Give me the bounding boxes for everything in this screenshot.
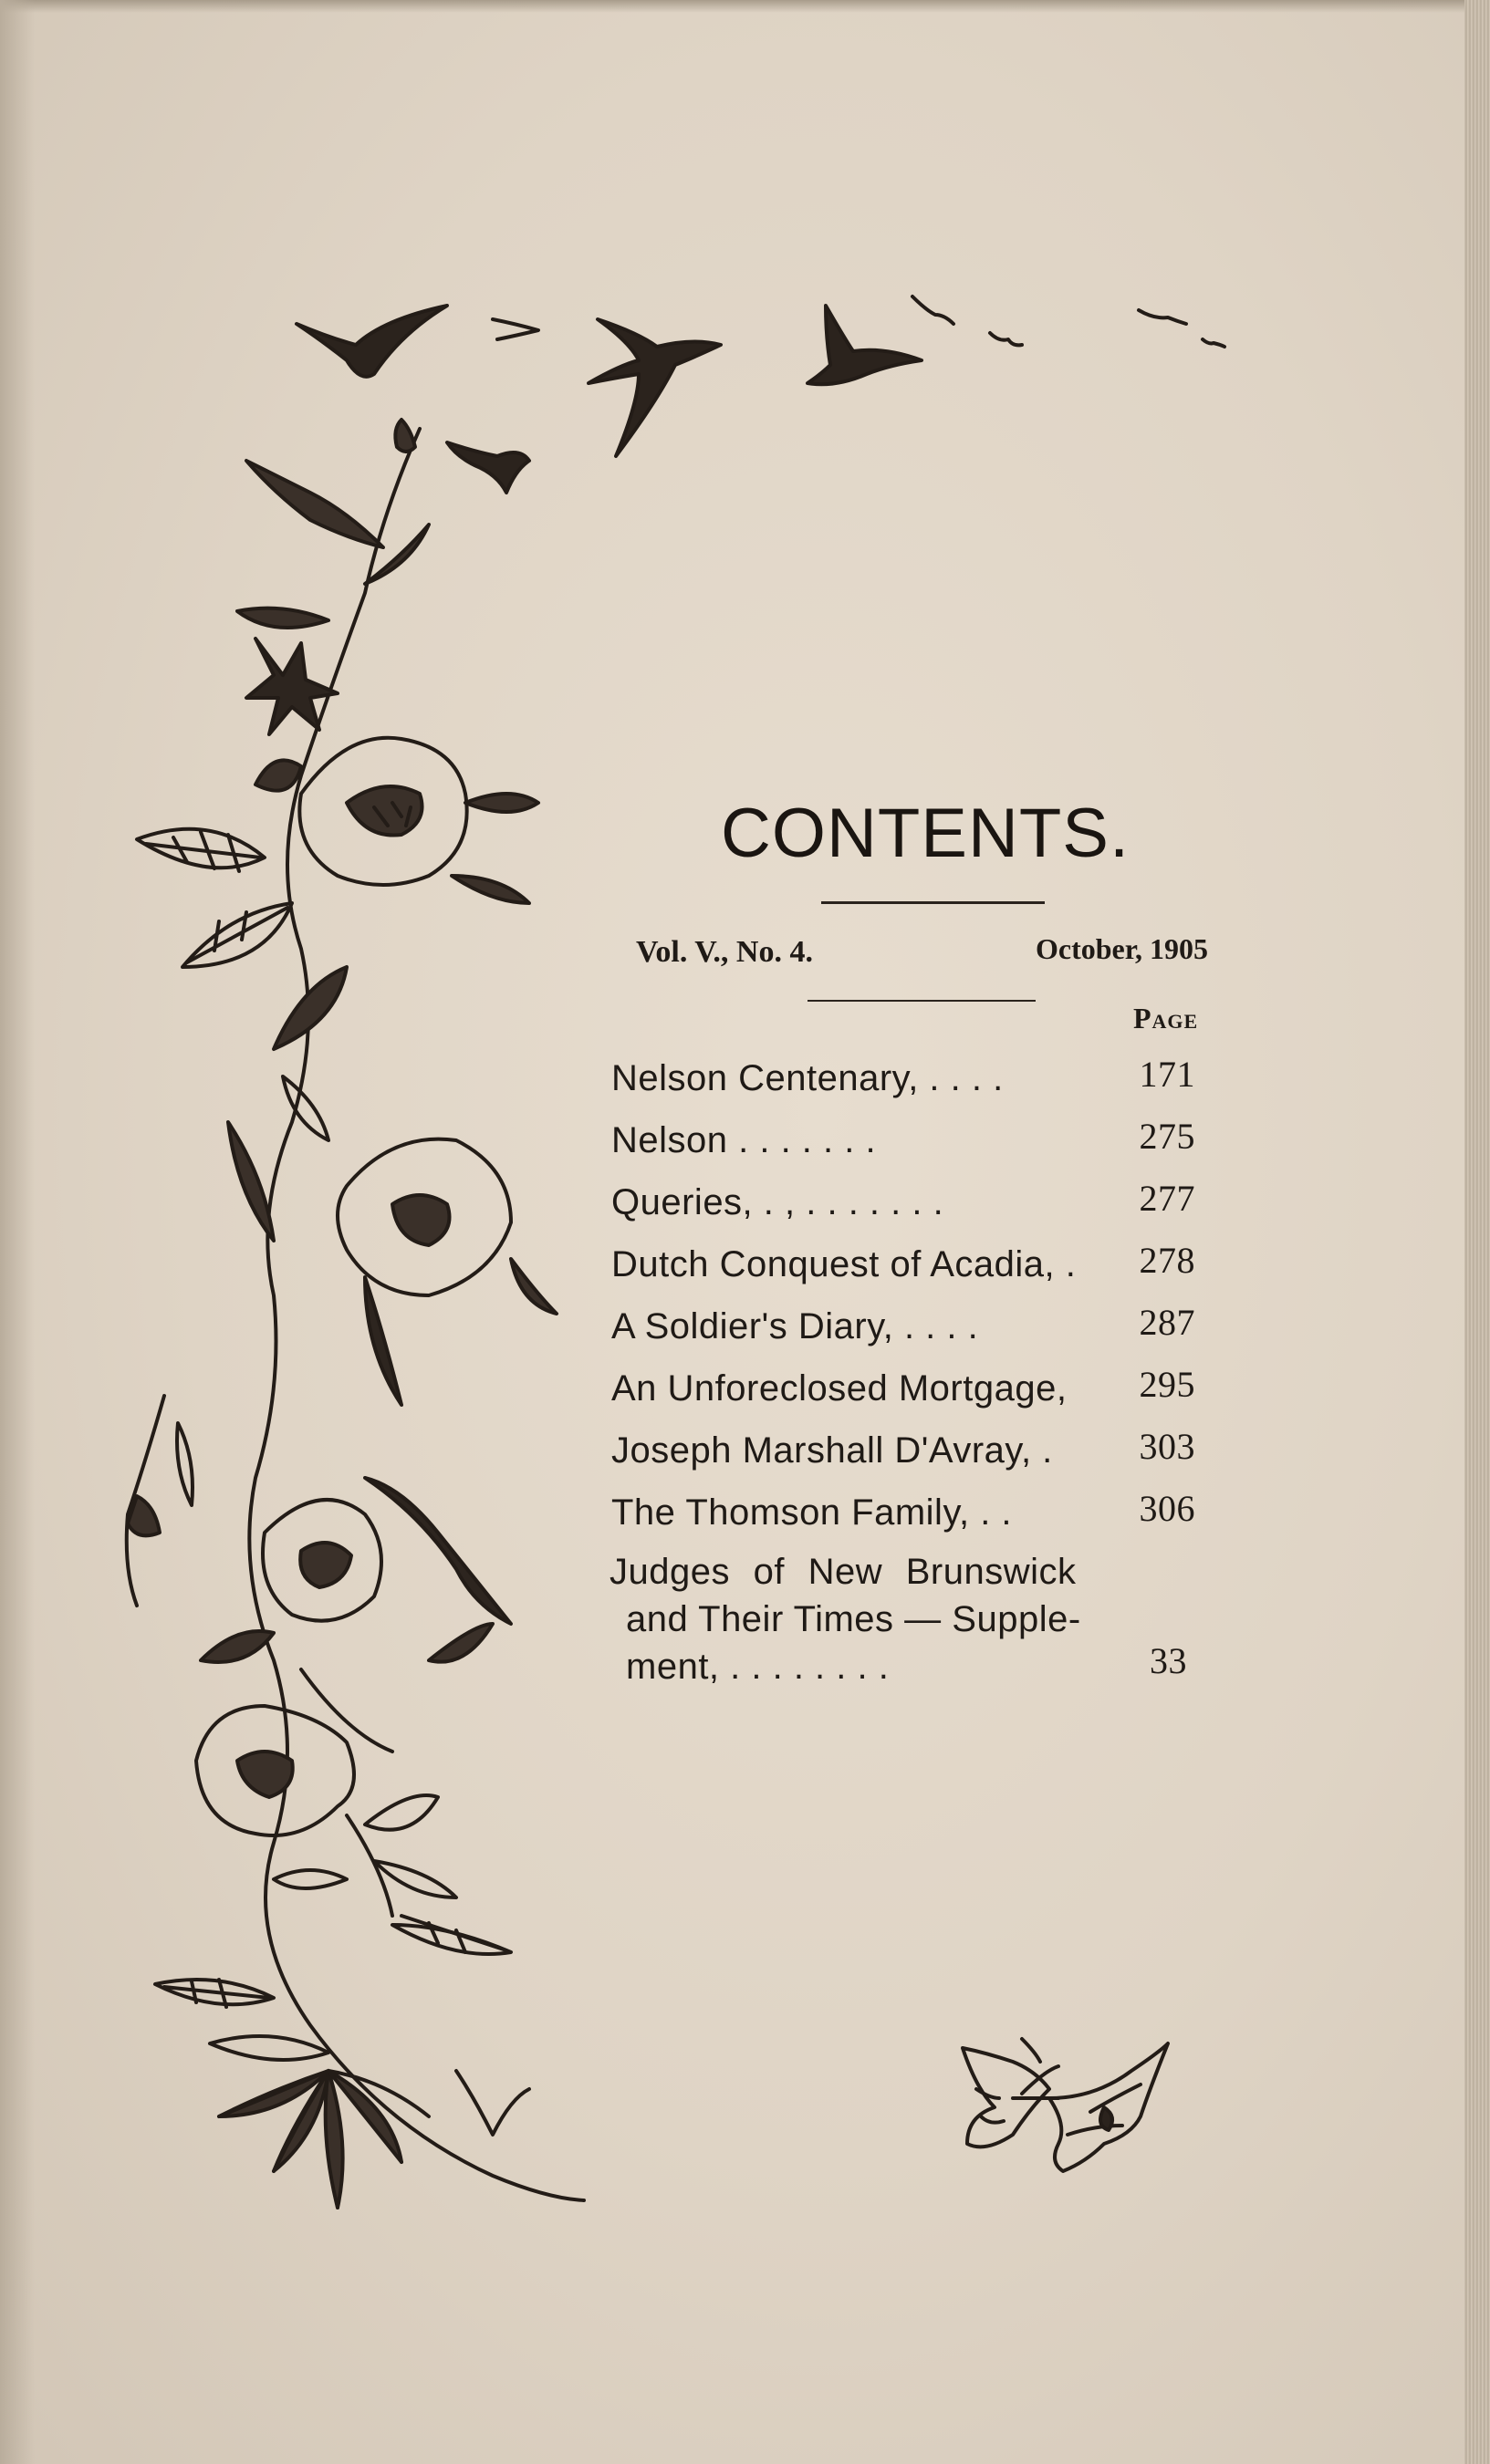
floral-vine-illustration [127,420,584,2208]
issue-date: October, 1905 [1036,932,1209,965]
butterflies-illustration [963,2039,1168,2171]
volume-number: Vol. V., No. 4. [636,935,813,969]
toc-entry-page: 295 [1139,1364,1195,1405]
toc-entry-page: 306 [1139,1488,1195,1529]
toc-entry-title: Nelson . . . . . . . [611,1120,877,1160]
toc-entry-title: An Unforeclosed Mortgage, [611,1368,1068,1409]
toc-entry-title-line-1: Judges of New Brunswick [610,1552,1077,1592]
issue-rule [808,1000,1036,1002]
toc-entry-page: 303 [1139,1426,1195,1467]
toc-entry-title: Dutch Conquest of Acadia, . [611,1244,1077,1284]
toc-entry-title-line-2: and Their Times — Supple- [626,1599,1081,1639]
toc-entry-title: Nelson Centenary, . . . . [611,1058,1004,1098]
toc-entry-title: Joseph Marshall D'Avray, . [611,1430,1053,1471]
toc-entry-title-line-3: ment, . . . . . . . . [626,1647,890,1687]
contents-heading: CONTENTS. [721,795,1131,872]
toc-entry-page: 277 [1139,1178,1195,1219]
flying-birds-illustration [297,296,1224,493]
toc-entry-title: Queries, . , . . . . . . . [611,1182,944,1222]
toc-entry-title: A Soldier's Diary, . . . . [611,1306,979,1346]
toc-entry-page: 171 [1139,1054,1195,1095]
page-column-label: Page [1133,1002,1199,1034]
toc-entry-page: 278 [1139,1240,1195,1281]
heading-rule [821,901,1045,904]
toc-entry-page: 275 [1139,1116,1195,1157]
toc-entry-page: 33 [1150,1640,1187,1681]
toc-entry-title: The Thomson Family, . . [611,1492,1013,1533]
toc-entry-page: 287 [1139,1302,1195,1343]
